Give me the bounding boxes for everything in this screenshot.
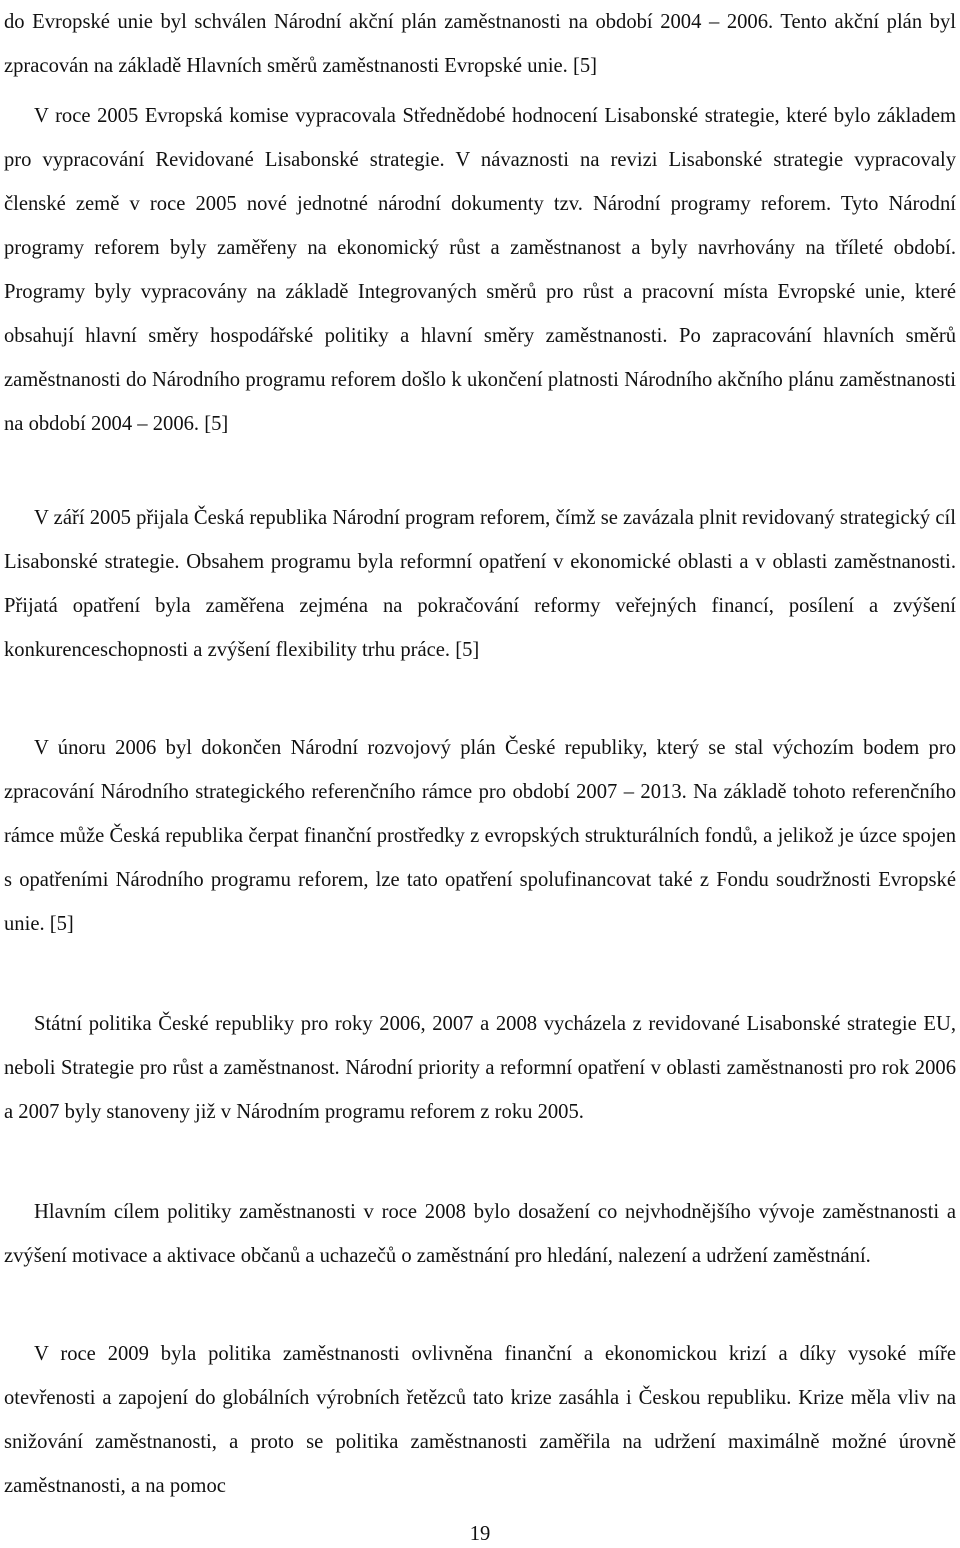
paragraph-national-reform-program: V září 2005 přijala Česká republika Národní program reforem, čímž se zavázala plnit revidovaný strategický cíl Lisabonské strategie. Obsahem programu byla reformní opatření v ekonomické oblasti a v oblasti zaměstnanosti. Přijatá opatření byla zaměřena zejména na pokračování reformy veřejných financí, posílení a zvýšení konkurenceschopnosti a zvýšení flexibility trhu práce. [5] — [4, 507, 956, 661]
paragraph-continuation: do Evropské unie byl schválen Národní akční plán zaměstnanosti na období 2004 – 2006. Tento akční plán byl zpracován na základě Hlavních směrů zaměstnanosti Evropské unie. [5] — [4, 11, 956, 77]
paragraph-employment-goal: Hlavním cílem politiky zaměstnanosti v roce 2008 bylo dosažení co nejvhodnějšího vývoje zaměstnanosti a zvýšení motivace a aktivace občanů a uchazečů o zaměstnání pro hledání, nalezení a udržení zaměstnání. — [4, 1201, 956, 1267]
page-number: 19 — [469, 1523, 491, 1545]
paragraph-development-plan: V únoru 2006 byl dokončen Národní rozvojový plán České republiky, který se stal výchozím bodem pro zpracování Národního strategického referenčního rámce pro období 2007 – 2013. Na základě tohoto referenčního rámce může Česká republika čerpat finanční prostředky z evropských strukturálních fondů, a jelikož je úzce spojen s opatřeními Národního programu reforem, lze tato opatření spolufinancovat také z Fondu soudržnosti Evropské unie. [5] — [4, 737, 956, 935]
paragraph-midterm-review: V roce 2005 Evropská komise vypracovala Střednědobé hodnocení Lisabonské strategie, které bylo základem pro vypracování Revidované Lisabonské strategie. V návaznosti na revizi Lisabonské strategie vypracovaly členské země v roce 2005 nové jednotné národní dokumenty tzv. Národní programy reforem. Tyto Národní programy reforem byly zaměřeny na ekonomický růst a zaměstnanost a byly navrhovány na tříleté období. Programy byly vypracovány na základě Integrovaných směrů pro růst a pracovní místa Evropské unie, které obsahují hlavní směry hospodářské politiky a hlavní směry zaměstnanosti. Po zapracování hlavních směrů zaměstnanosti do Národního programu reforem došlo k ukončení platnosti Národního akčního plánu zaměstnanosti na období 2004 – 2006. [5] — [4, 105, 956, 435]
paragraph-state-policy: Státní politika České republiky pro roky 2006, 2007 a 2008 vycházela z revidované Lisabonské strategie EU, neboli Strategie pro růst a zaměstnanost. Národní priority a reformní opatření v oblasti zaměstnanosti pro rok 2006 a 2007 byly stanoveny již v Národním programu reforem z roku 2005. — [4, 1013, 956, 1123]
paragraph-crisis-2009: V roce 2009 byla politika zaměstnanosti ovlivněna finanční a ekonomickou krizí a díky vysoké míře otevřenosti a zapojení do globálních výrobních řetězců tato krize zasáhla i Českou republiku. Krize měla vliv na snižování zaměstnanosti, a proto se politika zaměstnanosti zaměřila na udržení maximálně možné úrovně zaměstnanosti, a na pomoc — [4, 1343, 956, 1497]
